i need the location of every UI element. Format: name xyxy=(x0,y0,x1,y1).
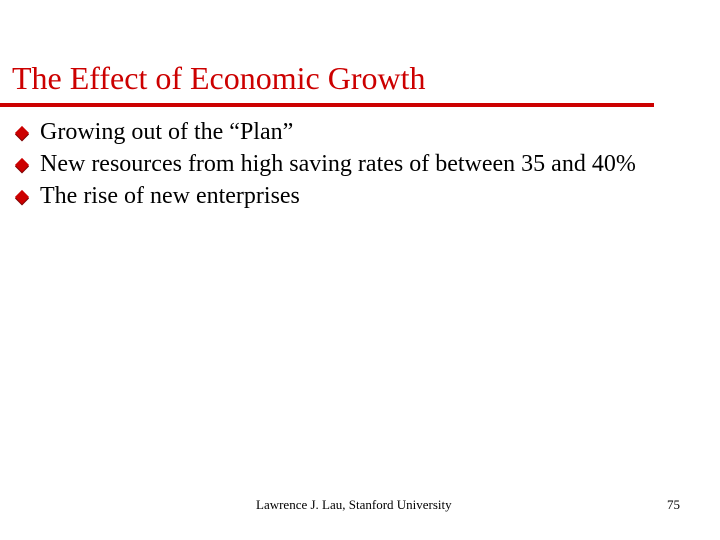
bullet-item xyxy=(14,148,694,180)
bullet-text: New resources from high saving rates of between 35 and 40% xyxy=(40,151,636,177)
diamond-bullet-icon xyxy=(15,126,29,140)
page-number: 75 xyxy=(667,497,680,512)
diamond-bullet-icon xyxy=(15,190,29,204)
slide-title: The Effect of Economic Growth xyxy=(12,60,426,96)
title-divider xyxy=(0,103,654,107)
bullet-text: The rise of new enterprises xyxy=(40,183,300,209)
bullet-item xyxy=(14,180,694,212)
footer-author: Lawrence J. Lau, Stanford University xyxy=(256,497,452,512)
diamond-bullet-icon xyxy=(15,158,29,172)
bullet-item xyxy=(14,116,694,148)
bullet-list xyxy=(14,116,694,212)
bullet-text: Growing out of the “Plan” xyxy=(40,119,294,145)
